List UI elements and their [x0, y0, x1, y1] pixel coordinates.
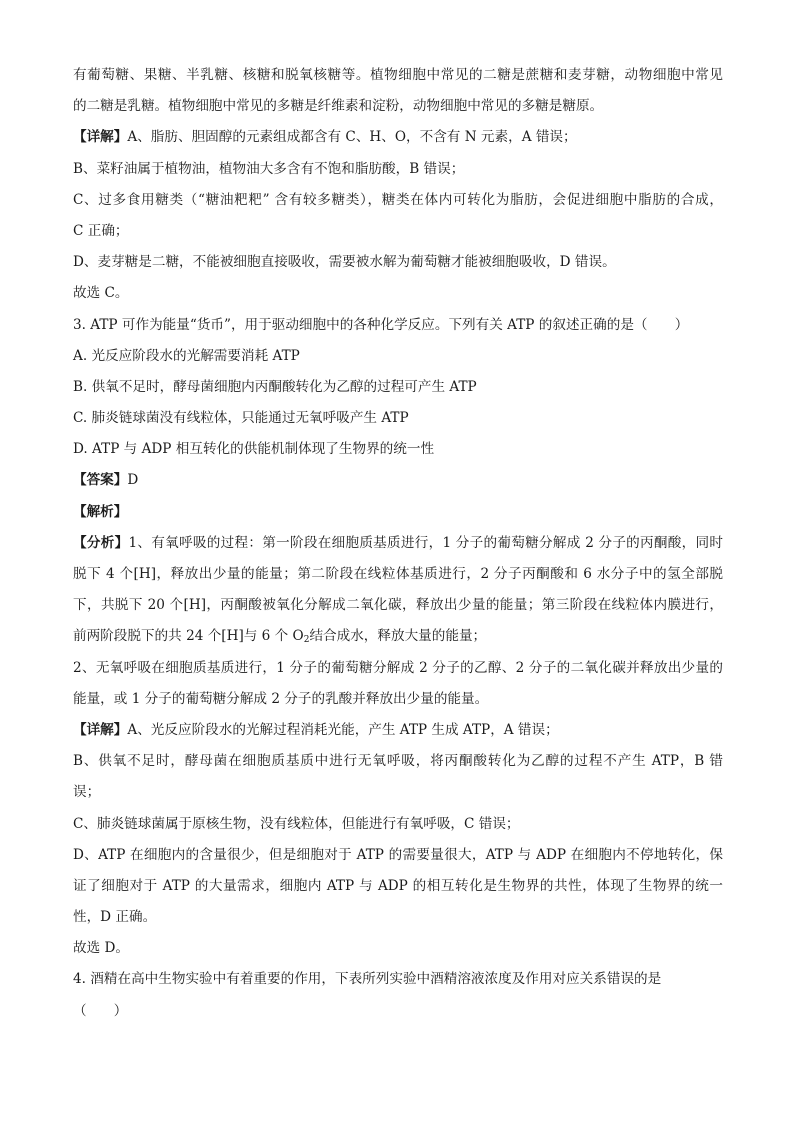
document-page [73, 60, 723, 1027]
line-text: C、肺炎链球菌属于原核生物，没有线粒体，但能进行有氧呼吸，C 错误； [73, 815, 520, 832]
text-line [73, 91, 723, 122]
line-text: A. 光反应阶段水的光解需要消耗 ATP [73, 347, 300, 364]
text-line [73, 434, 723, 465]
line-text: D. ATP 与 ADP 相互转化的供能机制体现了生物界的统一性 [73, 441, 435, 458]
text-line [73, 278, 723, 309]
line-text: C 正确； [73, 222, 129, 239]
line-text: 的二糖是乳糖。植物细胞中常见的多糖是纤维素和淀粉，动物细胞中常见的多糖是糖原。 [73, 98, 604, 115]
text-line [73, 403, 723, 434]
line-text: 故选 C。 [73, 285, 129, 302]
text-line [73, 247, 723, 278]
text-line [73, 840, 723, 871]
text-line [73, 715, 723, 746]
text-line [73, 684, 723, 715]
text-line [73, 465, 723, 496]
text-line [73, 809, 723, 840]
text-line [73, 777, 723, 808]
line-text: 性，D 正确。 [73, 909, 157, 926]
text-line [73, 185, 723, 216]
text-line [73, 216, 723, 247]
line-text: A、光反应阶段水的光解过程消耗光能，产生 ATP 生成 ATP，A 错误； [127, 721, 559, 738]
line-text: 4. 酒精在高中生物实验中有着重要的作用，下表所列实验中酒精溶液浓度及作用对应关系错误的是 [73, 971, 662, 988]
line-text: B. 供氧不足时，酵母菌细胞内丙酮酸转化为乙醇的过程可产生 ATP [73, 378, 477, 395]
line-text: D [127, 472, 139, 489]
line-text: 故选 D。 [73, 940, 130, 957]
text-line [73, 60, 723, 91]
text-line [73, 559, 723, 590]
line-text: 能量，或 1 分子的葡萄糖分解成 2 分子的乳酸并释放出少量的能量。 [73, 690, 489, 707]
line-text: 前两阶段脱下的共 24 个[H]与 6 个 O [73, 628, 304, 645]
text-line [73, 933, 723, 964]
section-tag: 【解析】 [73, 503, 128, 520]
text-line [73, 871, 723, 902]
line-text: 有葡萄糖、果糖、半乳糖、核糖和脱氧核糖等。植物细胞中常见的二糖是蔗糖和麦芽糖，动物细胞中常见 [73, 67, 723, 83]
section-tag: 【答案】 [73, 472, 128, 489]
section-tag: 【分析】 [73, 534, 129, 551]
text-line [73, 746, 723, 777]
line-text-continued: 结合成水，释放大量的能量； [309, 628, 487, 645]
line-text: 证了细胞对于 ATP 的大量需求，细胞内 ATP 与 ADP 的相互转化是生物界的共性，体现了生物界的统一 [73, 877, 723, 894]
line-text: 1、有氧呼吸的过程：第一阶段在细胞质基质进行，1 分子的葡萄糖分解成 2 分子的丙酮酸，同时 [128, 534, 723, 551]
text-line [73, 621, 723, 652]
line-text: （ ） [73, 1002, 128, 1019]
text-line [73, 996, 723, 1027]
text-line [73, 590, 723, 621]
line-text: B、菜籽油属于植物油，植物油大多含有不饱和脂肪酸，B 错误； [73, 160, 465, 177]
text-line [73, 528, 723, 559]
text-line [73, 122, 723, 153]
line-text: 误； [73, 784, 101, 801]
line-text: B、供氧不足时，酵母菌在细胞质基质中进行无氧呼吸，将丙酮酸转化为乙醇的过程不产生 ATP，B 错 [73, 753, 723, 770]
text-line [73, 372, 723, 403]
line-text: D、ATP 在细胞内的含量很少，但是细胞对于 ATP 的需要量很大，ATP 与 ADP 在细胞内不停地转化，保 [73, 846, 723, 863]
line-text: 3. ATP 可作为能量“货币”，用于驱动细胞中的各种化学反应。下列有关 ATP 的叙述正确的是（ ） [73, 316, 689, 333]
line-text: C. 肺炎链球菌没有线粒体，只能通过无氧呼吸产生 ATP [73, 410, 409, 427]
text-line [73, 902, 723, 933]
line-text: C、过多食用糖类（“糖油粑粑” 含有较多糖类），糖类在体内可转化为脂肪，会促进细胞中脂肪的合成， [73, 191, 723, 208]
text-line [73, 154, 723, 185]
subscript: 2 [303, 635, 310, 646]
line-text: 下，共脱下 20 个[H]，丙酮酸被氧化分解成二氧化碳，释放出少量的能量；第三阶段在线粒体内膜进行， [73, 597, 723, 614]
line-text: 脱下 4 个[H]，释放出少量的能量；第二阶段在线粒体基质进行，2 分子丙酮酸和 6 水分子中的氢全部脱 [73, 566, 723, 582]
line-text: A、脂肪、胆固醇的元素组成都含有 C、H、O，不含有 N 元素，A 错误； [127, 129, 577, 146]
section-tag: 【详解】 [73, 129, 128, 146]
line-text: 2、无氧呼吸在细胞质基质进行，1 分子的葡萄糖分解成 2 分子的乙醇、2 分子的二氧化碳并释放出少量的 [73, 659, 723, 676]
text-line [73, 497, 723, 528]
section-tag: 【详解】 [73, 721, 128, 738]
text-line [73, 964, 723, 995]
text-line [73, 341, 723, 372]
text-line [73, 310, 723, 341]
text-line [73, 653, 723, 684]
line-text: D、麦芽糖是二糖，不能被细胞直接吸收，需要被水解为葡萄糖才能被细胞吸收，D 错误。 [73, 254, 616, 271]
